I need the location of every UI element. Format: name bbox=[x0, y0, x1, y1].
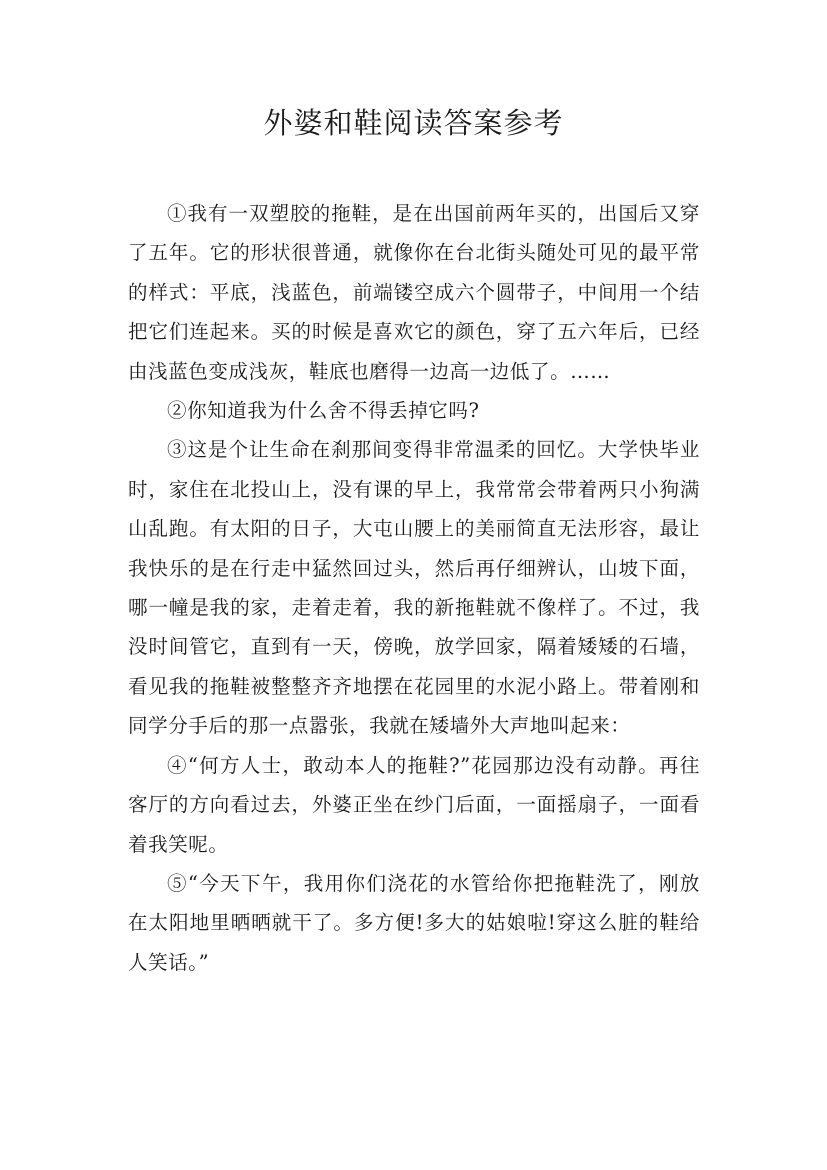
document-body bbox=[128, 194, 700, 982]
document-title: 外婆和鞋阅读答案参考 bbox=[263, 106, 564, 140]
paragraph-3: ③这是个让生命在刹那间变得非常温柔的回忆。大学快毕业时，家住在北投山上，没有课的早上，我常常会带着两只小狗满山乱跑。有太阳的日子，大屯山腰上的美丽简直无法形容，最让我快乐的是在行走中猛然回过头，然后再仔细辨认，山坡下面，哪一幢是我的家，走着走着，我的新拖鞋就不像样了。不过，我没时间管它，直到有一天，傍晚，放学回家，隔着矮矮的石墙，看见我的拖鞋被整整齐齐地摆在花园里的水泥小路上。带着刚和同学分手后的那一点嚣张，我就在矮墙外大声地叫起来： bbox=[128, 438, 700, 738]
paragraph-4: ④“何方人士，敢动本人的拖鞋?”花园那边没有动静。再往客厅的方向看过去，外婆正坐在纱门后面，一面摇扇子，一面看着我笑呢。 bbox=[128, 753, 700, 856]
paragraph-5: ⑤“今天下午，我用你们浇花的水管给你把拖鞋洗了，刚放在太阳地里晒晒就干了。多方便!多大的姑娘啦!穿这么脏的鞋给人笑话。” bbox=[128, 871, 700, 974]
paragraph-2: ②你知道我为什么舍不得丢掉它吗? bbox=[167, 399, 480, 423]
paragraph-1: ①我有一双塑胶的拖鞋，是在出国前两年买的，出国后又穿了五年。它的形状很普通，就像你在台北街头随处可见的最平常的样式：平底，浅蓝色，前端镂空成六个圆带子，中间用一个结把它们连起来。买的时候是喜欢它的颜色，穿了五六年后，已经由浅蓝色变成浅灰，鞋底也磨得一边高一边低了。…… bbox=[128, 202, 700, 383]
